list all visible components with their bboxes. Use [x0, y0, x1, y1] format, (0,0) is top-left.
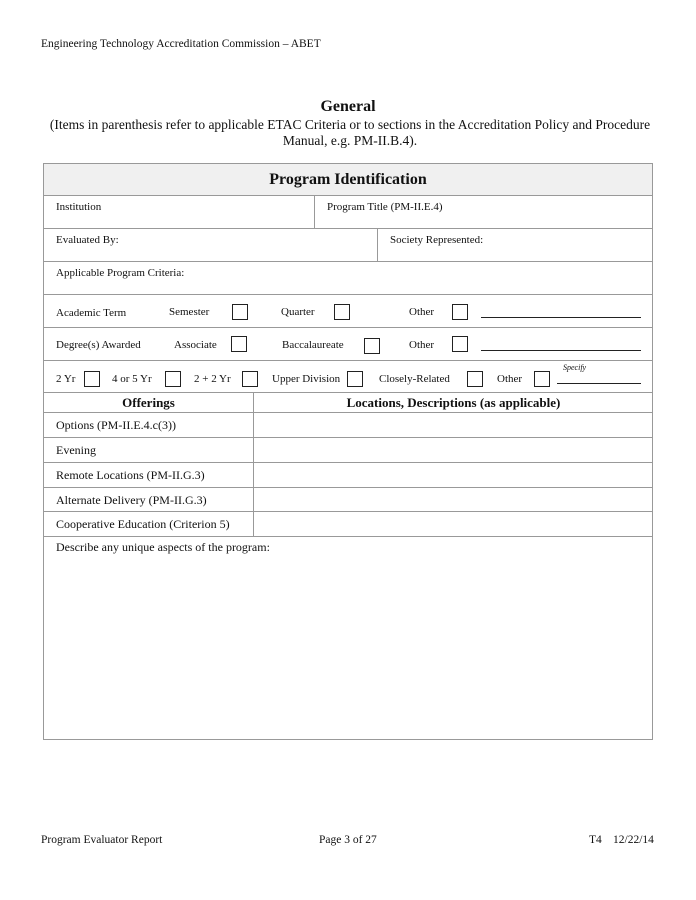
offering-label: Cooperative Education (Criterion 5) [44, 512, 254, 536]
type-2yr-label: 2 Yr [56, 373, 76, 385]
program-identification-form [43, 163, 653, 740]
offering-row [44, 512, 652, 537]
evaluator-row [44, 229, 652, 262]
institution-label: Institution [56, 201, 102, 213]
semester-label: Semester [169, 306, 210, 318]
offering-description-input[interactable] [254, 413, 653, 437]
type-closely-related-checkbox[interactable] [467, 371, 483, 387]
semester-checkbox[interactable] [232, 304, 248, 320]
degree-other-checkbox[interactable] [452, 336, 468, 352]
type-other-input[interactable] [557, 383, 641, 384]
academic-term-row [44, 295, 652, 328]
offering-label: Options (PM-II.E.4.c(3)) [44, 413, 254, 437]
evaluated-by-label: Evaluated By: [56, 234, 119, 246]
type-other-label: Other [497, 373, 523, 385]
footer-page-number: Page 3 of 27 [319, 834, 377, 846]
footer-date: 12/22/14 [613, 834, 654, 846]
term-other-label: Other [409, 306, 435, 318]
institution-row [44, 196, 652, 229]
offering-description-input[interactable] [254, 463, 653, 487]
criteria-row [44, 262, 652, 295]
offering-label: Alternate Delivery (PM-II.G.3) [44, 488, 254, 511]
type-upper-division-label: Upper Division [272, 373, 341, 385]
degrees-row [44, 328, 652, 361]
form-title: Program Identification [44, 164, 652, 196]
program-type-row [44, 361, 652, 393]
program-title-field[interactable] [315, 196, 653, 228]
footer-report-name: Program Evaluator Report [41, 834, 163, 846]
type-2yr-checkbox[interactable] [84, 371, 100, 387]
offering-label: Remote Locations (PM-II.G.3) [44, 463, 254, 487]
term-other-input[interactable] [481, 317, 641, 318]
type-upper-division-checkbox[interactable] [347, 371, 363, 387]
associate-label: Associate [174, 339, 217, 351]
degree-other-label: Other [409, 339, 435, 351]
offering-row [44, 413, 652, 438]
type-4or5yr-checkbox[interactable] [165, 371, 181, 387]
offering-row [44, 488, 652, 512]
type-2plus2-label: 2 + 2 Yr [194, 373, 231, 385]
offering-description-input[interactable] [254, 438, 653, 462]
type-2plus2-checkbox[interactable] [242, 371, 258, 387]
offering-description-input[interactable] [254, 488, 653, 511]
society-field[interactable] [378, 229, 653, 261]
offering-description-input[interactable] [254, 512, 653, 536]
footer-code: T4 [589, 834, 602, 846]
offering-row [44, 438, 652, 463]
specify-label: Specify [563, 363, 587, 372]
institution-field[interactable] [44, 196, 315, 228]
type-4or5yr-label: 4 or 5 Yr [112, 373, 152, 385]
degrees-label: Degree(s) Awarded [56, 339, 141, 351]
program-title-label: Program Title (PM-II.E.4) [327, 201, 443, 213]
unique-aspects-field[interactable] [44, 537, 652, 740]
quarter-checkbox[interactable] [334, 304, 350, 320]
baccalaureate-checkbox[interactable] [364, 338, 380, 354]
term-other-checkbox[interactable] [452, 304, 468, 320]
locations-column-header: Locations, Descriptions (as applicable) [346, 395, 561, 410]
criteria-field[interactable] [44, 262, 652, 294]
offering-row [44, 463, 652, 488]
offerings-header-row [44, 393, 652, 413]
society-label: Society Represented: [390, 234, 484, 246]
offerings-column-header: Offerings [44, 393, 254, 412]
evaluated-by-field[interactable] [44, 229, 378, 261]
type-other-checkbox[interactable] [534, 371, 550, 387]
offering-label: Evening [44, 438, 254, 462]
section-subtitle [30, 117, 670, 149]
criteria-label: Applicable Program Criteria: [56, 267, 185, 279]
page-header: Engineering Technology Accreditation Commission – ABET [41, 38, 321, 50]
subtitle-line-1: (Items in parenthesis refer to applicable ETAC Criteria or to sections in the Accreditation Policy and Procedure [49, 117, 651, 132]
unique-aspects-label: Describe any unique aspects of the program: [56, 540, 270, 554]
type-closely-related-label: Closely-Related [379, 373, 450, 385]
baccalaureate-label: Baccalaureate [282, 339, 344, 351]
quarter-label: Quarter [281, 306, 315, 318]
academic-term-label: Academic Term [56, 307, 127, 319]
associate-checkbox[interactable] [231, 336, 247, 352]
subtitle-line-2: Manual, e.g. PM-II.B.4). [282, 133, 418, 148]
section-title: General [320, 98, 376, 115]
degree-other-input[interactable] [481, 350, 641, 351]
